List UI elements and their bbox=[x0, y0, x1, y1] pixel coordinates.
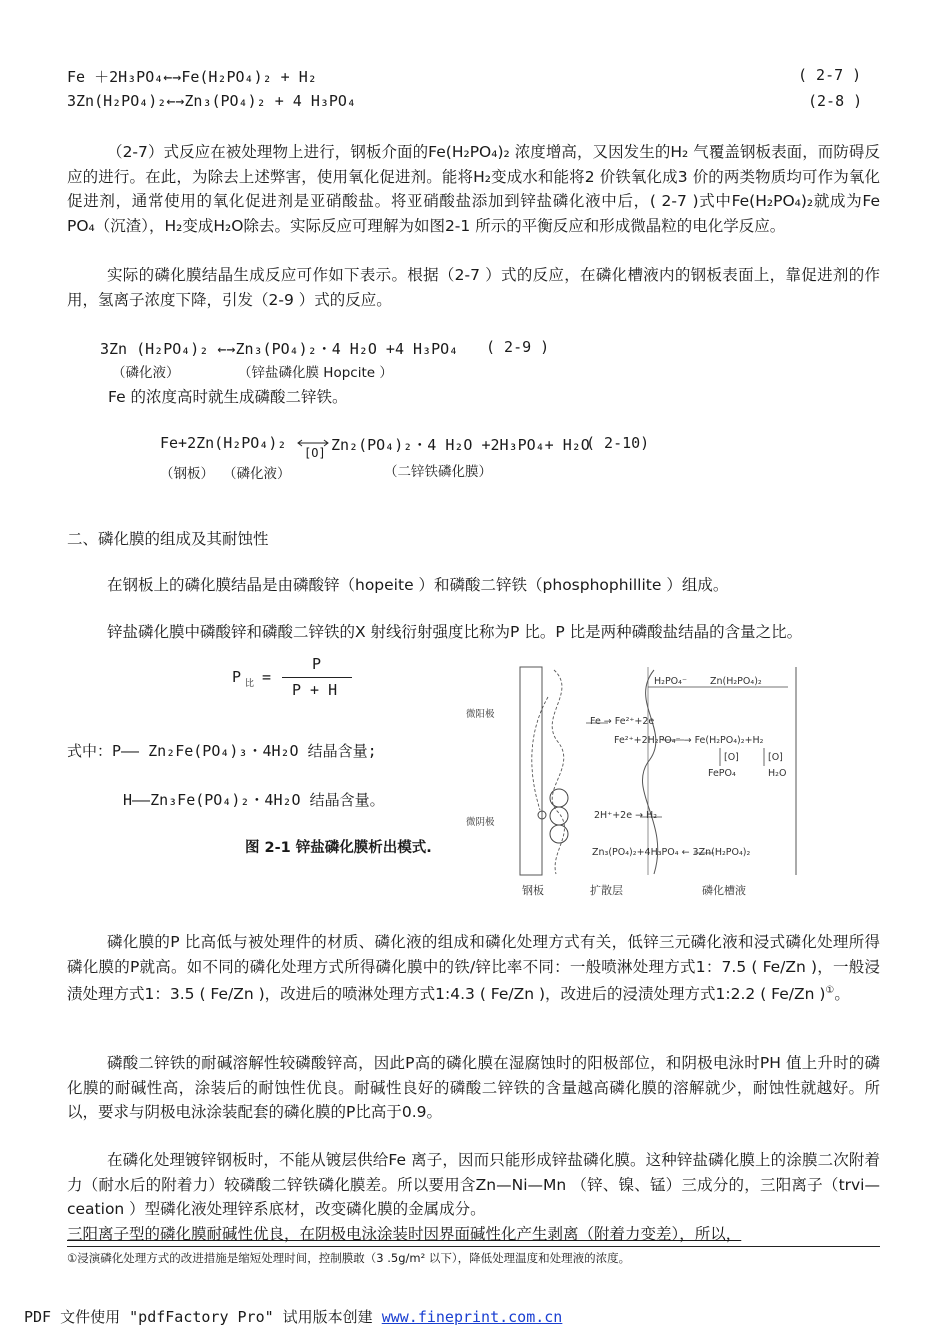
figure-2-1-diagram bbox=[458, 662, 800, 898]
paragraph-galvanized-steel: 在磷化处理镀锌钢板时，不能从镀层供给Fe 离子，因而只能形成锌盐磷化膜。这种锌盐磷化膜上的涂膜二次附着力（耐水后的附着力）较磷酸二锌铁磷化膜差。所以要用含Zn—Ni—Mn （锌、镍、锰）三成分的，三阳离子（trvi—ceation ）型磷化液处理锌系底材，改变磷化膜的金属成分。 bbox=[67, 1151, 880, 1218]
formula-fraction-bar bbox=[282, 677, 352, 678]
paragraph-alkali-resistance: 磷酸二锌铁的耐碱溶解性较磷酸锌高，因此P高的磷化膜在湿腐蚀时的阳极部位，和阴极电泳时PH 值上升时的磷化膜的耐碱性高，涂装后的耐蚀性优良。耐碱性良好的磷酸二锌铁的含量越高磷化膜的溶解就少，耐蚀性就越好。所以，要求与阴极电泳涂装配套的磷化膜的P比高于0.9。 bbox=[67, 1054, 880, 1121]
figure-label-bath: 磷化槽液 bbox=[702, 884, 746, 897]
figure-label-diffusion: 扩散层 bbox=[590, 884, 623, 897]
formula-where-h: H——Zn₃Fe(PO₄)₂・4H₂O 结晶含量。 bbox=[123, 791, 385, 809]
diffusion-boundary-right bbox=[642, 670, 657, 874]
figure-reaction-znh2po4: Zn(H₂PO₄)₂ bbox=[710, 676, 762, 687]
figure-reaction-zinc-phosphate: Zn₃(PO₄)₂+4H₃PO₄ ← 3Zn(H₂PO₄)₂ bbox=[592, 847, 751, 858]
figure-reaction-fe-oxidation: Fe → Fe²⁺+2e bbox=[590, 716, 655, 727]
equation-2-10-note-bath: （磷化液） bbox=[223, 466, 291, 482]
formula-lhs-subscript: 比 bbox=[245, 679, 255, 689]
paragraph-p-ratio-factors-end: 。 bbox=[834, 985, 850, 1004]
figure-reaction-h2o: H₂O bbox=[768, 768, 787, 779]
figure-caption: 图 2-1 锌盐磷化膜析出模式. bbox=[245, 840, 432, 856]
formula-numerator: P bbox=[312, 655, 322, 673]
equation-2-7-label: ( 2-7 ) bbox=[798, 66, 862, 84]
pdf-footer bbox=[24, 1306, 562, 1327]
equation-2-8: 3Zn(H₂PO₄)₂←→Zn₃(PO₄)₂ + 4 H₃PO₄ bbox=[67, 92, 356, 110]
steel-plate-shape bbox=[520, 667, 542, 875]
fe-concentration-line: Fe 的浓度高时就生成磷酸二锌铁。 bbox=[108, 388, 348, 406]
formula-where-p: 式中：P—— Zn₂Fe(PO₄)₃・4H₂O 结晶含量; bbox=[67, 742, 377, 760]
equation-2-9-note-bath: （磷化液） bbox=[112, 365, 180, 381]
formula-lhs: P bbox=[232, 668, 242, 686]
formula-denominator: P + H bbox=[292, 681, 338, 699]
equation-2-10-left: Fe+2Zn(H₂PO₄)₂ bbox=[160, 434, 287, 452]
equation-2-10-note-film: （二锌铁磷化膜） bbox=[384, 464, 492, 480]
equation-2-9-note-film: （锌盐磷化膜 Hopcite ） bbox=[238, 365, 393, 381]
equation-2-8-label: (2-8 ) bbox=[808, 92, 863, 110]
figure-reaction-fe-phosphate: Fe²⁺+2H₂PO₄⁻ → Fe(H₂PO₄)₂+H₂ bbox=[614, 735, 764, 746]
figure-label-anode: 微阳极 bbox=[466, 709, 495, 720]
paragraph-galvanized-steel-last-line: 三阳离子型的磷化膜耐碱性优良，在阴极电泳涂装时因界面碱性化产生剥离（附着力变差），所以， bbox=[67, 1225, 742, 1243]
figure-2-1-svg bbox=[458, 662, 800, 898]
paragraph-oxidizer: （2-7）式反应在被处理物上进行，钢板介面的Fe(H₂PO₄)₂ 浓度增高，又因发生的H₂ 气覆盖钢板表面，而防碍反应的进行。在此，为除去上述弊害，使用氧化促进剂。能将H₂变成水和能将2 价铁氧化成3 价的两类物质均可作为氧化促进剂，通常使用的氧化促进剂是亚硝酸盐。将亚硝酸盐添加到锌盐磷化液中后，( 2-7 )式中Fe(H₂PO₄)₂就成为Fe PO₄（沉渣），H₂变成H₂O除去。实际反应可理解为如图2-1 所示的平衡反应和形成微晶粒的电化学反应。 bbox=[67, 143, 880, 235]
footnote-separator bbox=[67, 1246, 880, 1247]
equation-2-10-right: Zn₂(PO₄)₂・4 H₂O +2H₃PO₄+ H₂O bbox=[331, 436, 590, 454]
equation-2-10-note-steel: （钢板） bbox=[160, 466, 214, 482]
figure-reaction-o-1: [O] bbox=[724, 752, 739, 763]
footer-link[interactable]: www.fineprint.com.cn bbox=[381, 1308, 563, 1326]
equation-2-9: 3Zn (H₂PO₄)₂ ←→Zn₃(PO₄)₂・4 H₂O +4 H₃PO₄ bbox=[100, 340, 459, 358]
section-title: 二、磷化膜的组成及其耐蚀性 bbox=[67, 530, 269, 548]
equation-2-7: Fe ＋2H₃PO₄←→Fe(H₂PO₄)₂ + H₂ bbox=[67, 68, 317, 86]
equation-2-10-catalyst: [O] bbox=[304, 446, 326, 460]
figure-reaction-o-2: [O] bbox=[768, 752, 783, 763]
formula-equals: = bbox=[262, 668, 272, 686]
paragraph-p-ratio-factors-text: 磷化膜的P 比高低与被处理件的材质、磷化液的组成和磷化处理方式有关，低锌三元磷化液和浸式磷化处理所得磷化膜的P就高。如不同的磷化处理方式所得磷化膜中的铁/锌比率不同：一般喷淋处理方式1：7.5 ( Fe/Zn )，一般浸渍处理方式1：3.5 ( Fe/Zn )，改进后的喷淋处理方式1:4.3 ( Fe/Zn )，改进后的浸渍处理方式1:2.2 ( Fe/Zn ) bbox=[67, 933, 880, 1004]
figure-reaction-h2po4: H₂PO₄⁻ bbox=[654, 676, 687, 687]
figure-label-cathode: 微阴极 bbox=[466, 817, 495, 828]
equation-2-10-label: ( 2-10) bbox=[586, 434, 650, 452]
footnote: ①浸演磷化处理方式的改进措施是缩短处理时间，控制膜敢（3 .5g/m² 以下），降低处理温度和处理液的浓度。 bbox=[67, 1251, 631, 1265]
paragraph-p-ratio-factors bbox=[67, 930, 880, 1007]
equation-2-9-label: ( 2-9 ) bbox=[486, 338, 550, 356]
figure-label-steel: 钢板 bbox=[522, 884, 544, 897]
paragraph-composition: 在钢板上的磷化膜结晶是由磷酸锌（hopeite ）和磷酸二锌铁（phosphophillite ）组成。 bbox=[107, 576, 729, 594]
figure-reaction-h2: 2H⁺+2e → H₂ bbox=[594, 810, 658, 821]
footnote-marker: ① bbox=[825, 985, 835, 996]
footer-text: PDF 文件使用 "pdfFactory Pro" 试用版本创建 bbox=[24, 1308, 382, 1326]
figure-reaction-fepo4: FePO₄ bbox=[708, 768, 736, 779]
paragraph-crystal-formation: 实际的磷化膜结晶生成反应可作如下表示。根据（2-7 ）式的反应，在磷化槽液内的钢板表面上，靠促进剂的作用，氢离子浓度下降，引发（2-9 ）式的反应。 bbox=[67, 266, 880, 309]
paragraph-p-ratio: 锌盐磷化膜中磷酸锌和磷酸二锌铁的X 射线衍射强度比称为P 比。P 比是两种磷酸盐结晶的含量之比。 bbox=[107, 623, 803, 641]
